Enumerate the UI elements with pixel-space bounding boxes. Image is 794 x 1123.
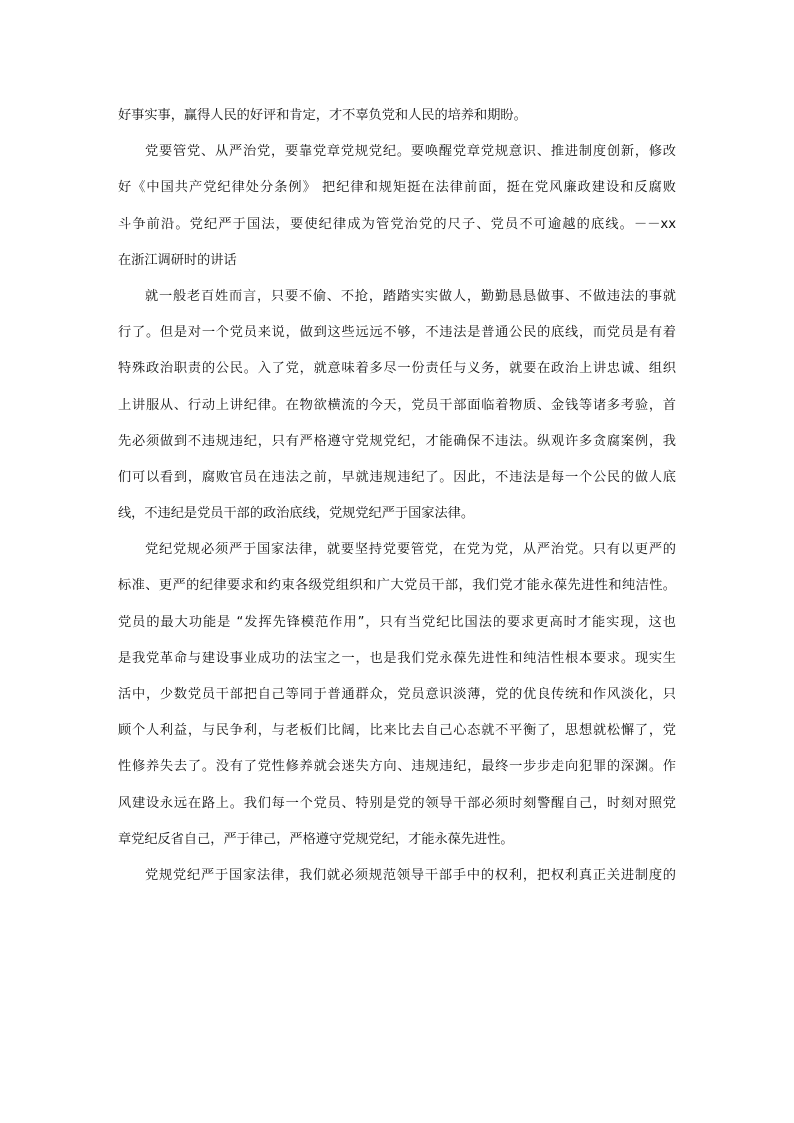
text-line: 活中，少数党员干部把自己等同于普通群众，党员意识淡薄，党的优良传统和作风淡化，只 <box>118 687 676 702</box>
text-line: 线，不违纪是党员干部的政治底线，党规党纪严于国家法律。 <box>118 506 475 522</box>
text-line: 在浙江调研时的讲话 <box>118 252 237 268</box>
text-line: 党规党纪严于国家法律，我们就必须规范领导干部手中的权利，把权利真正关进制度的 <box>145 867 676 883</box>
text-line: 先必须做到不违规违纪，只有严格遵守党规党纪，才能确保不违法。纵观许多贪腐案例，我 <box>118 433 676 449</box>
text-line: 标准、更严的纪律要求和约束各级党组织和广大党员干部，我们党才能永葆先进性和纯洁性。 <box>118 578 676 594</box>
paragraph <box>118 134 676 279</box>
text-line: 风建设永远在路上。我们每一个党员、特别是党的领导干部必须时刻警醒自己，时刻对照党 <box>118 795 676 811</box>
text-line: 顾个人利益，与民争利，与老板们比阔，比来比去自己心态就不平衡了，思想就松懈了，党 <box>118 723 676 739</box>
text-line: 是我党革命与建设事业成功的法宝之一，也是我们党永葆先进性和纯洁性根本要求。现实生 <box>118 650 676 666</box>
paragraph <box>118 279 676 532</box>
paragraph <box>118 98 676 134</box>
text-line: 好事实事，赢得人民的好评和肯定，才不辜负党和人民的培养和期盼。 <box>118 108 527 123</box>
text-line: 就一般老百姓而言，只要不偷、不抢，踏踏实实做人，勤勤恳恳做事、不做违法的事就 <box>145 288 676 304</box>
text-line: 行了。但是对一个党员来说，做到这些远远不够，不违法是普通公民的底线，而党员是有着 <box>118 325 676 341</box>
paragraph <box>118 532 676 858</box>
text-line: 章党纪反省自己，严于律己，严格遵守党规党纪，才能永葆先进性。 <box>118 831 514 847</box>
paragraph <box>118 858 676 894</box>
text-line: 党纪党规必须严于国家法律，就要坚持党要管党，在党为党，从严治党。只有以更严的 <box>145 542 676 558</box>
text-line: 上讲服从、行动上讲纪律。在物欲横流的今天，党员干部面临着物质、金钱等诸多考验，首 <box>118 397 676 413</box>
text-line: 斗争前沿。党纪严于国法，要使纪律成为管党治党的尺子、党员不可逾越的底线。－－xx <box>118 216 676 232</box>
text-line: 党员的最大功能是 “发挥先锋模范作用”，只有当党纪比国法的要求更高时才能实现，这也 <box>118 614 676 630</box>
text-line: 特殊政治职责的公民。入了党，就意味着多尽一份责任与义务，就要在政治上讲忠诚、组织 <box>118 361 676 377</box>
text-line: 们可以看到，腐败官员在违法之前，早就违规违纪了。因此，不违法是每一个公民的做人底 <box>118 469 676 485</box>
text-line: 性修养失去了。没有了党性修养就会迷失方向、违规违纪，最终一步步走向犯罪的深渊。作 <box>118 759 676 775</box>
document-page <box>118 98 676 894</box>
text-line: 党要管党、从严治党，要靠党章党规党纪。要唤醒党章党规意识、推进制度创新，修改 <box>145 144 676 160</box>
text-line: 好《中国共产党纪律处分条例》 把纪律和规矩挺在法律前面，挺在党风廉政建设和反腐败 <box>118 180 676 196</box>
